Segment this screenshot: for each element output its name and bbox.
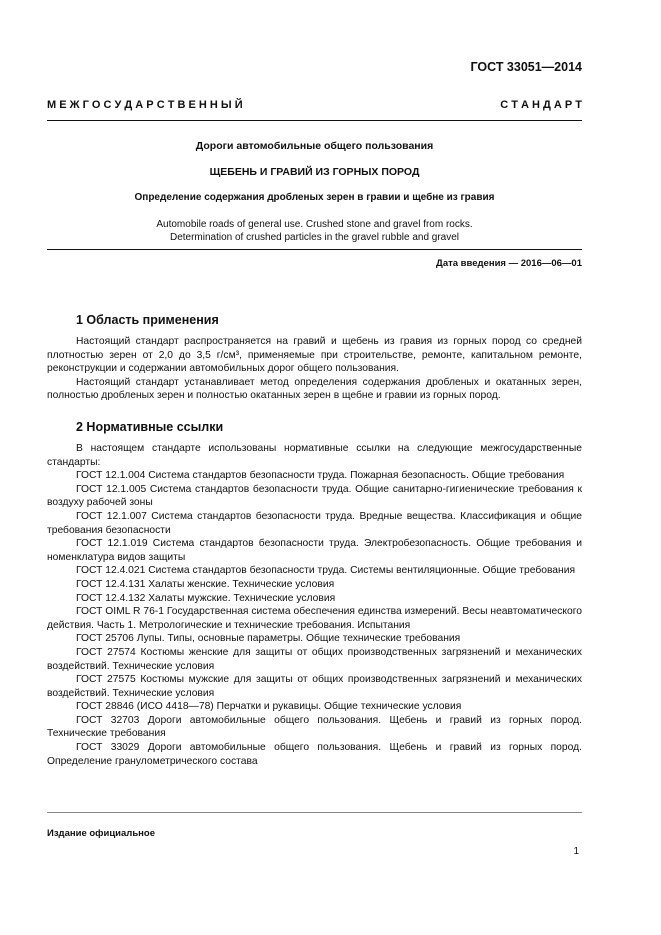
reference-item: ГОСТ 33029 Дороги автомобильные общего пользования. Щебень и гравий из горных пород. Определение гранулометрического состава [47, 742, 582, 767]
official-edition-label: Издание официальное [47, 828, 155, 839]
english-title-line-2: Determination of crushed particles in the gravel rubble and gravel [169, 232, 460, 243]
reference-item: ГОСТ 12.1.005 Система стандартов безопасности труда. Общие санитарно-гигиенические требования к воздуху рабочей зоны [47, 483, 582, 509]
english-title-line-1: Automobile roads of general use. Crushed stone and gravel from rocks. [156, 219, 473, 230]
title-line-2: ЩЕБЕНЬ И ГРАВИЙ ИЗ ГОРНЫХ ПОРОД [209, 166, 420, 178]
section-2-heading: 2 Нормативные ссылки [76, 420, 224, 434]
section-2-body [47, 442, 582, 768]
introduction-date: Дата введения — 2016—06—01 [436, 258, 582, 269]
document-code: ГОСТ 33051—2014 [470, 60, 582, 74]
section-1-body [47, 335, 582, 403]
title-line-3: Определение содержания дробленых зерен в гравии и щебне из гравия [134, 192, 495, 203]
banner-right-text: С Т А Н Д А Р Т [500, 99, 582, 111]
reference-item: ГОСТ 12.1.004 Система стандартов безопасности труда. Пожарная безопасность. Общие требования [76, 470, 565, 482]
english-title [47, 218, 582, 244]
title-line-1: Дороги автомобильные общего пользования [195, 140, 434, 152]
header-rule [47, 120, 582, 121]
section-1-paragraph: Настоящий стандарт распространяется на гравий и щебень из гравия из горных пород со средней плотностью зерен от 2,0 до 3,5 г/см³, применяемые при строительстве, ремонте, капитальном ремонте, реконструкции и содержании автомобильных дорог общего пользования. [47, 336, 582, 375]
section-1-heading: 1 Область применения [76, 313, 219, 327]
footer-rule [47, 812, 582, 813]
reference-item: ГОСТ 12.1.007 Система стандартов безопасности труда. Вредные вещества. Классификация и общие требования безопасности [47, 510, 582, 536]
reference-item: ГОСТ 28846 (ИСО 4418—78) Перчатки и рукавицы. Общие технические условия [76, 701, 462, 713]
reference-item: В настоящем стандарте использованы нормативные ссылки на следующие межгосударственные стандарты: [47, 443, 582, 468]
reference-item: ГОСТ 27574 Костюмы женские для защиты от общих производственных загрязнений и механических воздействий. Технические условия [47, 646, 582, 672]
section-1-paragraph: Настоящий стандарт устанавливает метод определения содержания дробленых и окатанных зерен, полностью дробленых зерен и полностью окатанных зерен в щебне и гравии из горных пород. [47, 376, 582, 402]
reference-item: ГОСТ 32703 Дороги автомобильные общего пользования. Щебень и гравий из горных пород. Технические требования [47, 714, 582, 740]
reference-item: ГОСТ 12.4.131 Халаты женские. Технические условия [76, 578, 335, 590]
reference-item: ГОСТ 25706 Лупы. Типы, основные параметры. Общие технические требования [76, 633, 461, 645]
standard-banner [47, 99, 582, 111]
reference-item: ГОСТ 12.4.021 Система стандартов безопасности труда. Системы вентиляционные. Общие требования [76, 565, 576, 577]
page-number: 1 [573, 846, 579, 857]
reference-item: ГОСТ 12.4.132 Халаты мужские. Технические условия [76, 592, 336, 604]
title-rule [47, 249, 582, 250]
reference-item: ГОСТ 12.1.019 Система стандартов безопасности труда. Электробезопасность. Общие требования и номенклатура видов защиты [47, 538, 582, 563]
reference-item: ГОСТ 27575 Костюмы мужские для защиты от общих производственных загрязнений и механических воздействий. Технические условия [47, 674, 582, 699]
reference-item: ГОСТ OIML R 76-1 Государственная система обеспечения единства измерений. Весы неавтоматического действия. Часть 1. Метрологические и технические требования. Испытания [47, 606, 582, 631]
banner-left-text: М Е Ж Г О С У Д А Р С Т В Е Н Н Ы Й [47, 99, 243, 111]
